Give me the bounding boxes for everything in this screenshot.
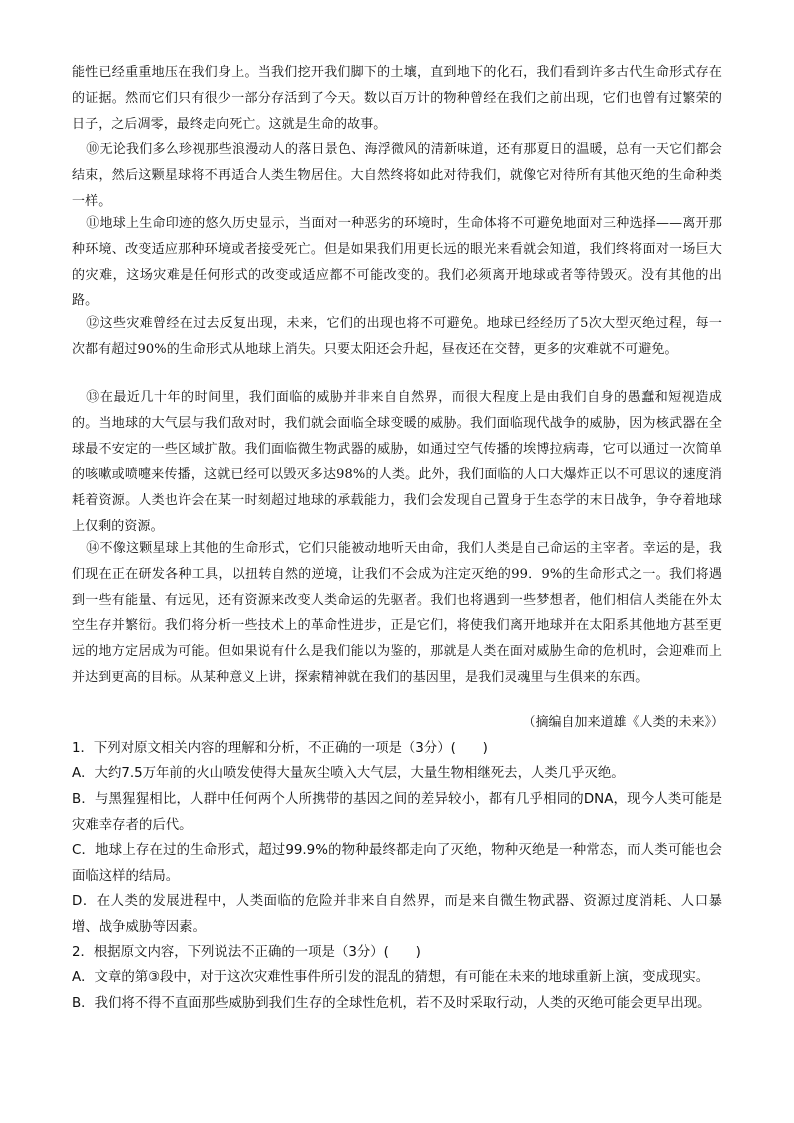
paragraph-12: ⑫这些灾难曾经在过去反复出现，未来，它们的出现也将不可避免。地球已经经历了5次大型灭绝过程，每一次都有超过90%的生命形式从地球上消失。只要太阳还会升起，昼夜还在交替，更多的灾难就不可避免。	[72, 316, 722, 357]
paragraph-continued: 能性已经重重地压在我们身上。当我们挖开我们脚下的土壤，直到地下的化石，我们看到许多古代生命形式存在的证据。然而它们只有很少一部分存活到了今天。数以百万计的物种曾经在我们之前出现，它们也曾有过繁荣的日子，之后凋零，最终走向死亡。这就是生命的故事。	[72, 65, 722, 132]
question-1-stem: 1．下列对原文相关内容的理解和分析，不正确的一项是（3分）( )	[72, 741, 488, 756]
paragraph-14: ⑭不像这颗星球上其他的生命形式，它们只能被动地听天由命，我们人类是自己命运的主宰者。幸运的是，我们现在正在研发各种工具，以扭转自然的逆境，让我们不会成为注定灭绝的99．9%的生命形式之一。我们将遇到一些有能量、有远见，还有资源来改变人类命运的先驱者。我们也将遇到一些梦想者，他们相信人类能在外太空生存并繁衍。我们将分析一些技术上的革命性进步，正是它们，将使我们离开地球并在太阳系其他地方甚至更远的地方定居成为可能。但如果说有什么是我们能以为鉴的，那就是人类在面对威胁生命的危机时，会迎难而上并达到更高的目标。从某种意义上讲，探索精神就在我们的基因里，是我们灵魂里与生俱来的东西。	[72, 541, 722, 685]
paragraph-13: ⑬在最近几十年的时间里，我们面临的威胁并非来自自然界，而很大程度上是由我们自身的愚蠢和短视造成的。当地球的大气层与我们敌对时，我们就会面临全球变暖的威胁。我们面临现代战争的威胁，因为核武器在全球最不安定的一些区域扩散。我们面临微生物武器的威胁，如通过空气传播的埃博拉病毒，它可以通过一次简单的咳嗽或喷嚏来传播，这就已经可以毁灭多达98%的人类。此外，我们面临的人口大爆炸正以不可思议的速度消耗着资源。人类也许会在某一时刻超过地球的承载能力，我们会发现自己置身于生态学的末日战争，争夺着地球上仅剩的资源。	[72, 390, 722, 534]
question-1-option-c: C．地球上存在过的生命形式，超过99.9%的物种最终都走向了灭绝，物种灭绝是一种常态，而人类可能也会面临这样的结局。	[72, 843, 722, 884]
question-1-option-a: A．大约7.5万年前的火山喷发使得大量灰尘喷入大气层，大量生物相继死去，人类几乎灭绝。	[72, 766, 625, 781]
question-2-stem: 2．根据原文内容，下列说法不正确的一项是（3分）( )	[72, 945, 421, 960]
question-2-option-b: B．我们将不得不直面那些威胁到我们生存的全球性危机，若不及时采取行动，人类的灭绝可能会更早出现。	[72, 996, 711, 1011]
question-1-option-d: D．在人类的发展进程中，人类面临的危险并非来自自然界，而是来自微生物武器、资源过度消耗、人口暴增、战争威胁等因素。	[72, 894, 722, 935]
question-1-option-b: B．与黑猩猩相比，人群中任何两个人所携带的基因之间的差异较小，都有几乎相同的DNA，现今人类可能是灾难幸存者的后代。	[72, 792, 722, 833]
paragraph-10: ⑩无论我们多么珍视那些浪漫动人的落日景色、海浮微风的清新味道，还有那夏日的温暖，总有一天它们都会结束，然后这颗星球将不再适合人类生物居住。大自然终将如此对待我们，就像它对待所有其他灭绝的生命种类一样。	[72, 142, 722, 209]
paragraph-11: ⑪地球上生命印迹的悠久历史显示，当面对一种恶劣的环境时，生命体将不可避免地面对三种选择——离开那种环境、改变适应那种环境或者接受死亡。但是如果我们用更长远的眼光来看就会知道，我们终将面对一场巨大的灾难，这场灾难是任何形式的改变或适应都不可能改变的。我们必须离开地球或者等待毁灭。没有其他的出路。	[72, 216, 722, 309]
source-citation: （摘编自加来道雄《人类的未来》）	[522, 715, 724, 730]
question-2-option-a: A．文章的第③段中，对于这次灾难性事件所引发的混乱的猜想，有可能在未来的地球重新上演，变成现实。	[72, 970, 710, 985]
